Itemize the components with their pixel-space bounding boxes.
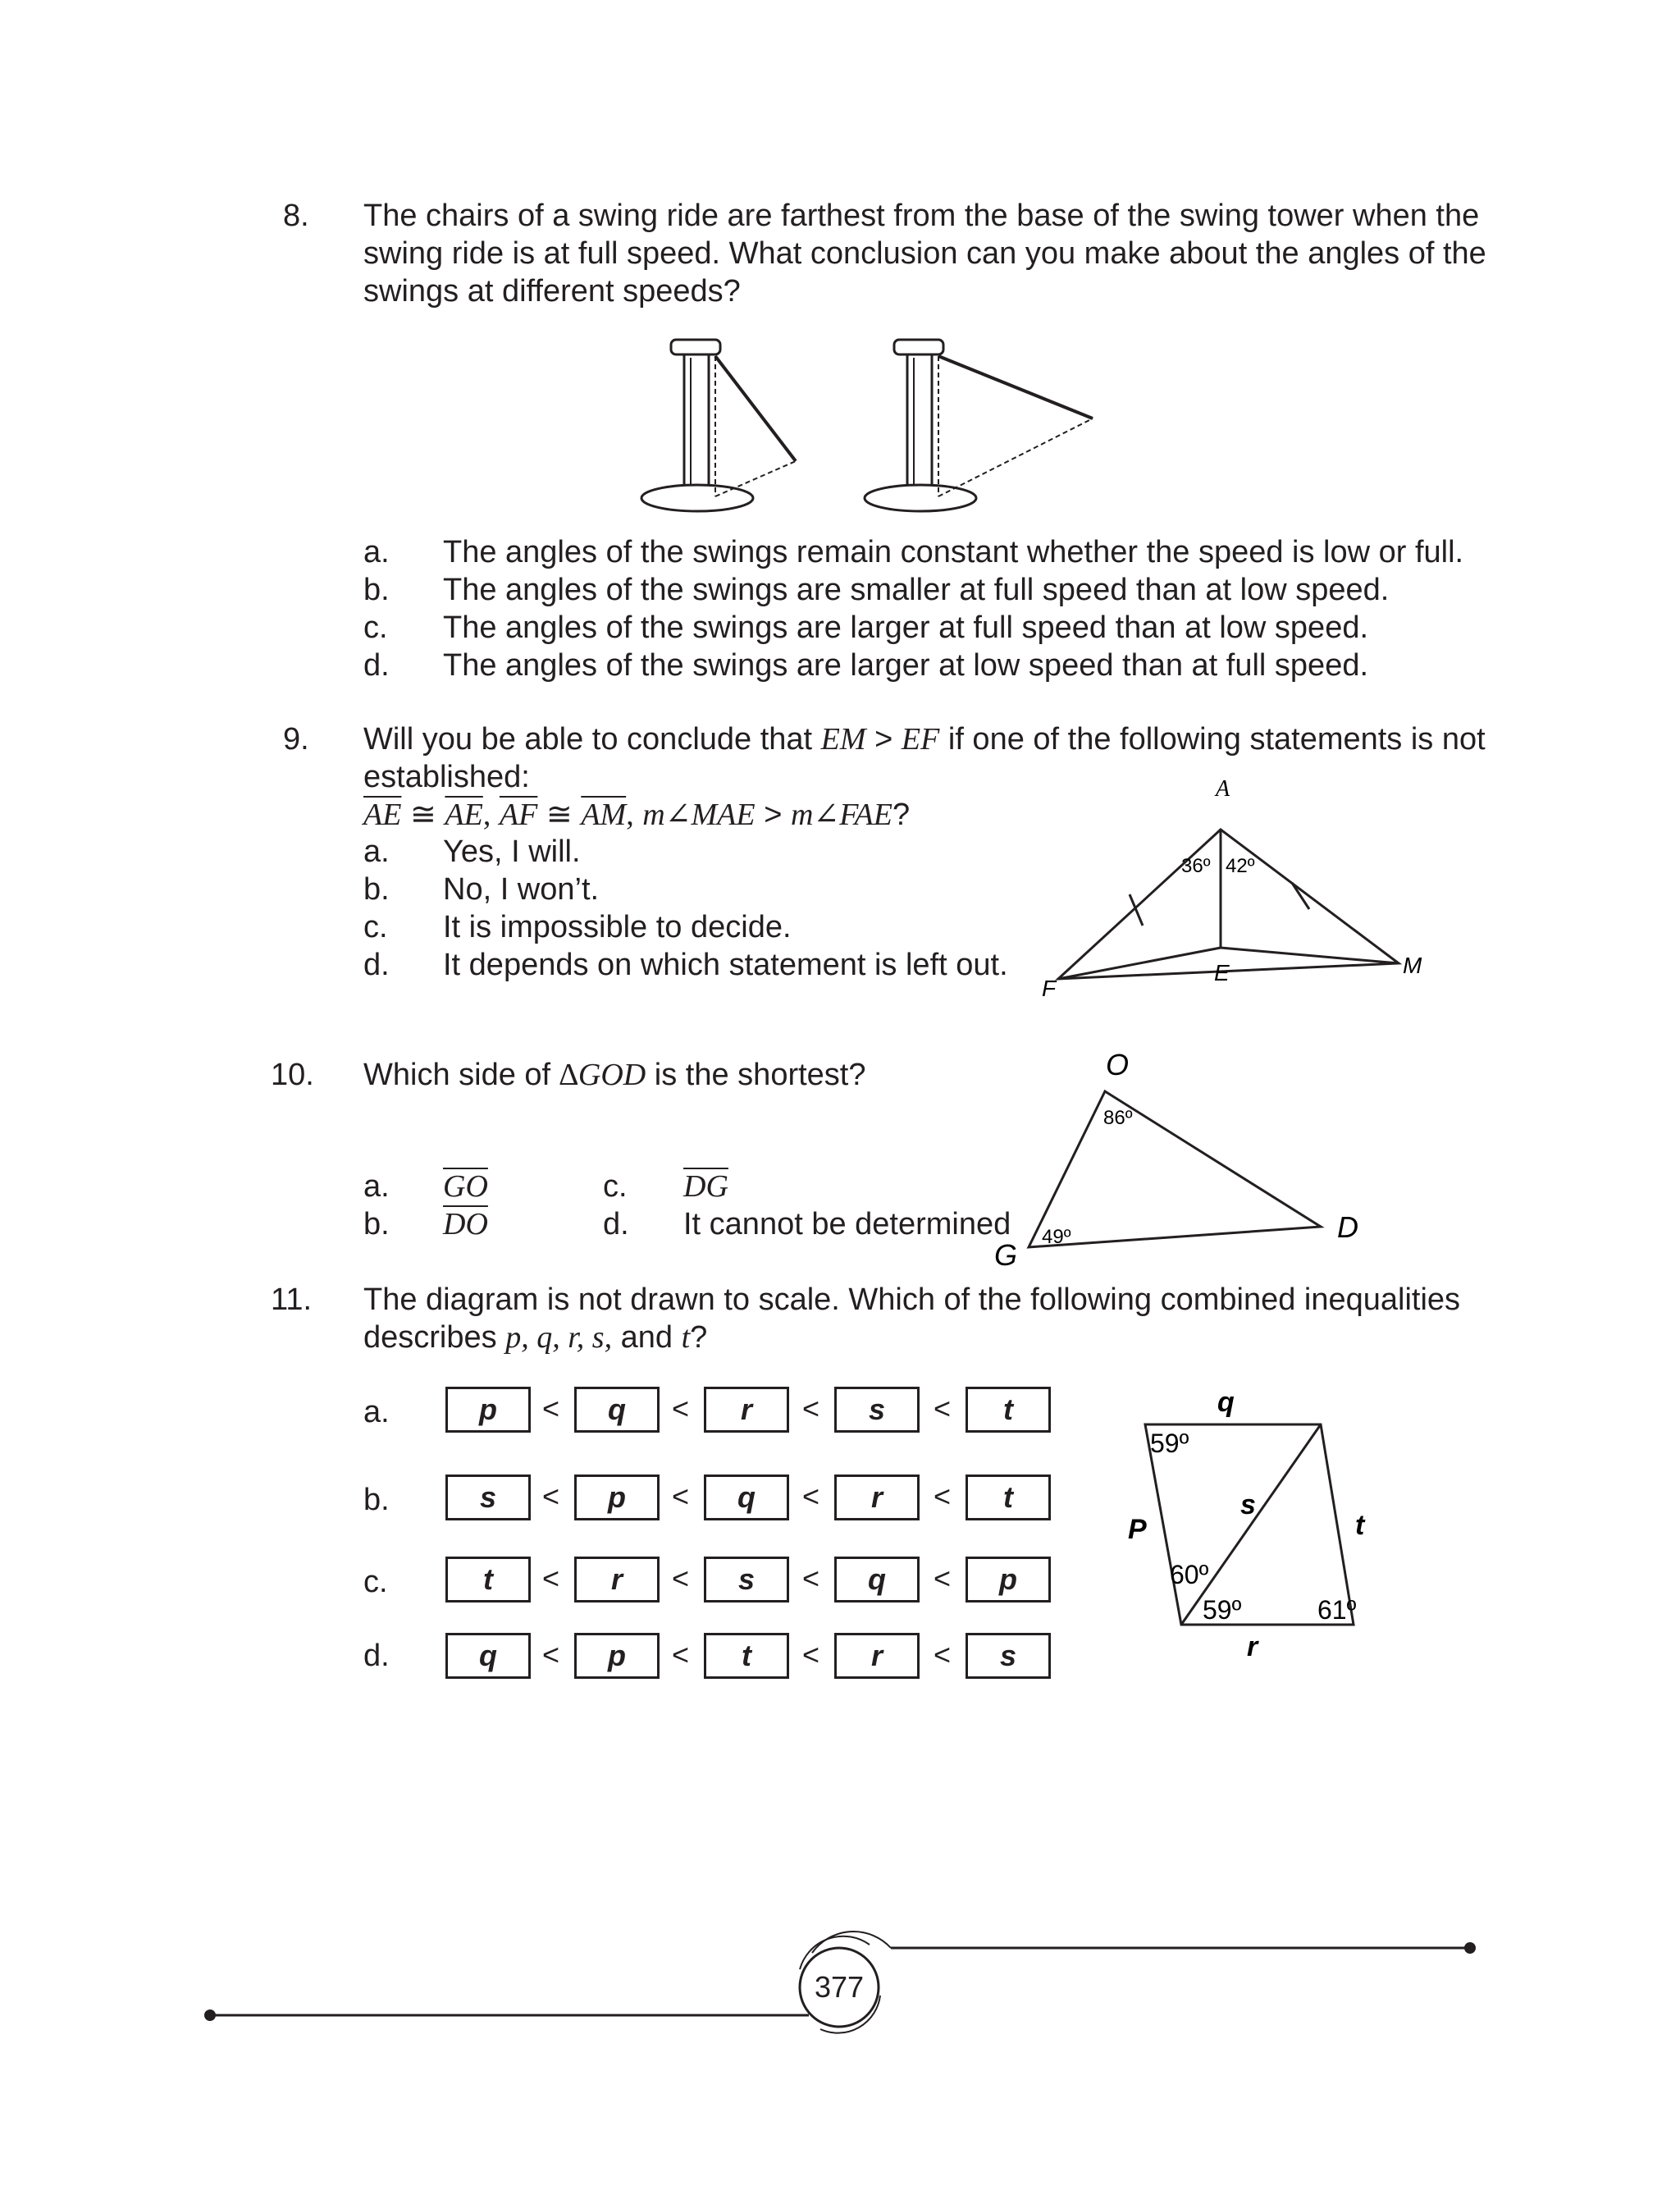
q9-option-b-text[interactable]: No, I won’t. <box>443 872 600 907</box>
less-than-sign: < <box>934 1638 952 1671</box>
q11-a-box-2: q <box>574 1387 660 1433</box>
less-than-sign: < <box>672 1638 690 1671</box>
vertex-label-m: M <box>1403 953 1422 978</box>
less-than-sign: < <box>934 1479 952 1513</box>
q9-option-d-text[interactable]: It depends on which statement is left out. <box>443 948 1008 982</box>
less-than-sign: < <box>672 1479 690 1513</box>
q11-a-box-4: s <box>834 1387 920 1433</box>
triangle-god-figure <box>984 1042 1378 1272</box>
q11-b-box-1: s <box>445 1474 531 1520</box>
q10-option-b-text[interactable]: $\overline{DO}$ <box>443 1207 488 1241</box>
less-than-sign: < <box>934 1561 952 1595</box>
vertex-label-o: O <box>1106 1048 1130 1081</box>
q8-option-c-letter: c. <box>363 610 388 645</box>
q11-option-a-letter: a. <box>363 1395 390 1429</box>
q10-option-a-letter: a. <box>363 1169 390 1204</box>
q11-b-box-2: p <box>574 1474 660 1520</box>
q11-c-box-2: r <box>574 1557 660 1602</box>
less-than-sign: < <box>802 1638 820 1671</box>
less-than-sign: < <box>672 1561 690 1595</box>
less-than-sign: < <box>542 1561 560 1595</box>
parallelogram-figure <box>1116 1378 1427 1666</box>
q10-number: 10. <box>271 1058 314 1092</box>
q9-option-b-letter: b. <box>363 872 390 907</box>
q11-d-box-3: t <box>704 1633 789 1679</box>
angle-label-61: 61º <box>1317 1595 1357 1625</box>
q11-c-box-3: s <box>704 1557 789 1602</box>
q11-question-text: The diagram is not drawn to scale. Which of the following combined inequalities describes p, q, r, s, and t? <box>363 1282 1461 1355</box>
less-than-sign: < <box>672 1392 690 1425</box>
q11-d-box-5: s <box>966 1633 1051 1679</box>
side-label-t: t <box>1355 1510 1365 1541</box>
q11-a-box-3: r <box>704 1387 789 1433</box>
vertex-label-f: F <box>1042 976 1057 1001</box>
vertex-label-a: A <box>1216 780 1230 802</box>
q8-question-text: The chairs of a swing ride are farthest from the base of the swing tower when the swing ride is at full speed. What conclusion can you make about the angles of the swings at different speeds? <box>363 199 1486 309</box>
q8-option-d-text[interactable]: The angles of the swings are larger at low speed than at full speed. <box>443 648 1369 683</box>
swing-tower-full-speed <box>865 340 1093 511</box>
q11-c-box-5: p <box>966 1557 1051 1602</box>
q8-option-b-text[interactable]: The angles of the swings are smaller at full speed than at low speed. <box>443 573 1390 607</box>
q11-a-box-1: p <box>445 1387 531 1433</box>
less-than-sign: < <box>542 1392 560 1425</box>
q10-option-b-letter: b. <box>363 1207 390 1241</box>
angle-label-60: 60º <box>1170 1560 1209 1589</box>
q8-option-a-letter: a. <box>363 535 390 569</box>
vertex-label-e: E <box>1214 960 1230 985</box>
side-label-q: q <box>1217 1387 1235 1418</box>
q10-option-a-text[interactable]: $\overline{GO}$ <box>443 1169 488 1204</box>
q10-option-c-letter: c. <box>603 1169 628 1204</box>
side-label-p: P <box>1128 1514 1147 1545</box>
less-than-sign: < <box>802 1561 820 1595</box>
q11-c-box-4: q <box>834 1557 920 1602</box>
q11-d-box-2: p <box>574 1633 660 1679</box>
q11-b-box-5: t <box>966 1474 1051 1520</box>
q11-a-box-5: t <box>966 1387 1051 1433</box>
q9-question-text: Will you be able to conclude that EM > EF if one of the following statements is not established: $\overline{AE}$ ≅ $\overline{AE}$, $\overline{AF}$ ≅ $\overline{AM}$, m∠MAE > m∠FAE? <box>363 722 1486 832</box>
page-number: 377 <box>814 1970 865 2004</box>
less-than-sign: < <box>802 1479 820 1513</box>
triangle-afm-figure <box>1034 780 1444 1001</box>
q11-option-d-letter: d. <box>363 1639 390 1673</box>
q11-c-box-1: t <box>445 1557 531 1602</box>
q8-option-d-letter: d. <box>363 648 390 683</box>
q9-option-c-letter: c. <box>363 910 388 944</box>
q9-option-a-letter: a. <box>363 834 390 869</box>
q10-option-d-letter: d. <box>603 1207 629 1241</box>
q11-option-c-letter: c. <box>363 1565 388 1599</box>
less-than-sign: < <box>542 1638 560 1671</box>
side-label-r: r <box>1247 1631 1258 1662</box>
q11-option-b-letter: b. <box>363 1483 390 1517</box>
q11-d-box-1: q <box>445 1633 531 1679</box>
less-than-sign: < <box>934 1392 952 1425</box>
q8-number: 8. <box>283 199 309 233</box>
q9-option-d-letter: d. <box>363 948 390 982</box>
angle-label-36: 36º <box>1181 855 1211 877</box>
q10-option-d-text[interactable]: It cannot be determined <box>683 1207 1011 1241</box>
angle-label-59-bottom: 59º <box>1203 1595 1242 1625</box>
q11-b-box-3: q <box>704 1474 789 1520</box>
vertex-label-d: D <box>1337 1210 1358 1244</box>
swing-ride-figure <box>640 328 1099 517</box>
angle-label-49: 49º <box>1042 1226 1071 1248</box>
angle-label-42: 42º <box>1226 855 1255 877</box>
angle-label-59-top: 59º <box>1150 1429 1189 1458</box>
q8-option-b-letter: b. <box>363 573 390 607</box>
q8-option-a-text[interactable]: The angles of the swings remain constant whether the speed is low or full. <box>443 535 1464 569</box>
q9-number: 9. <box>283 722 309 757</box>
q11-number: 11. <box>271 1282 313 1317</box>
q9-option-a-text[interactable]: Yes, I will. <box>443 834 581 869</box>
swing-tower-low-speed <box>641 340 796 511</box>
q11-d-box-4: r <box>834 1633 920 1679</box>
q9-option-c-text[interactable]: It is impossible to decide. <box>443 910 792 944</box>
q11-b-box-4: r <box>834 1474 920 1520</box>
q8-option-c-text[interactable]: The angles of the swings are larger at full speed than at low speed. <box>443 610 1369 645</box>
vertex-label-g: G <box>994 1238 1018 1272</box>
less-than-sign: < <box>542 1479 560 1513</box>
less-than-sign: < <box>802 1392 820 1425</box>
side-label-s: s <box>1240 1489 1256 1520</box>
angle-label-86: 86º <box>1103 1107 1133 1129</box>
q10-option-c-text[interactable]: $\overline{DG}$ <box>683 1169 728 1204</box>
q10-question-text: Which side of ∆GOD is the shortest? <box>363 1058 866 1092</box>
